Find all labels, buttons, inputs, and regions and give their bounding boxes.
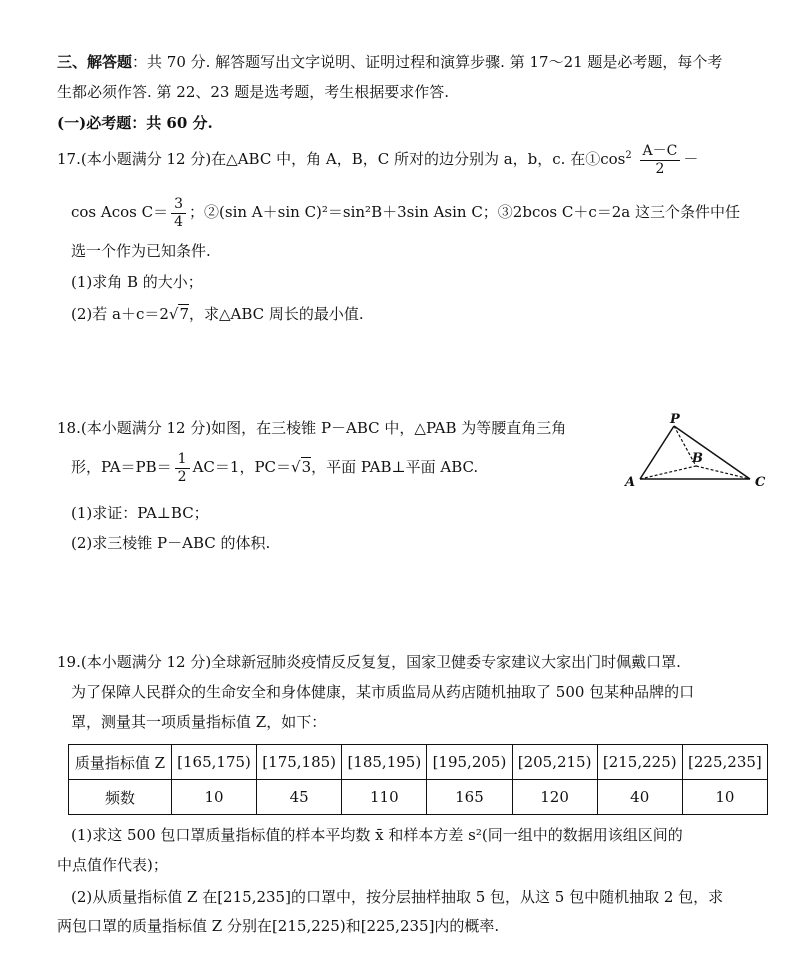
edge-PA xyxy=(640,426,674,479)
q18-line2-pre: 形，PA＝PB＝ xyxy=(71,458,172,476)
q19-part1-line2: 中点值作代表)； xyxy=(57,856,168,874)
q17-frac2-numerator: 3 xyxy=(171,196,186,214)
q19-part1-line1: (1)求这 500 包口罩质量指标值的样本平均数 x̄ 和样本方差 s²(同一组中的数据用该组区间的 xyxy=(71,826,683,844)
vertex-label-P: P xyxy=(670,412,680,427)
q17-part2-post: ，求△ABC 周长的最小值. xyxy=(189,305,364,323)
frequency-table xyxy=(68,744,768,815)
table-row-header xyxy=(69,745,768,780)
table-cell: [165,175) xyxy=(171,745,256,780)
required-heading: (一)必考题：共 60 分. xyxy=(57,114,213,132)
q17-part2-sqrt: 7 xyxy=(179,305,190,323)
table-cell: 120 xyxy=(512,780,597,815)
table-cell: [205,215) xyxy=(512,745,597,780)
q19-part2-line1: (2)从质量指标值 Z 在[215,235]的口罩中，按分层抽样抽取 5 包，从这 5 包中随机抽取 2 包，求 xyxy=(71,888,724,906)
q17-part2-pre: (2)若 a＋c＝2 xyxy=(71,305,169,323)
q18-line2: 形，PA＝PB＝ $\frac{1}{2}$ AC＝1，PC＝√3，平面 PAB⊥平面 ABC. xyxy=(71,450,479,485)
table-cell: [185,195) xyxy=(342,745,427,780)
q17-line2 xyxy=(71,192,740,232)
section-intro-rest: ：共 70 分. 解答题写出文字说明、证明过程和演算步骤. 第 17～21 题是必考题，每个考 xyxy=(132,53,723,71)
vertex-label-B: B xyxy=(692,451,703,466)
table-cell: [225,235] xyxy=(682,745,767,780)
q17-line2-pre: cos Acos C＝ xyxy=(71,203,169,221)
q18-fraction-half xyxy=(175,451,190,486)
q19-line3: 罩，测量其一项质量指标值 Z，如下： xyxy=(71,713,327,731)
section-heading: 三、解答题 xyxy=(57,53,133,71)
q17-frac2-denominator: 4 xyxy=(174,213,184,230)
table-cell: [175,185) xyxy=(257,745,342,780)
q19-line1: 19.(本小题满分 12 分)全球新冠肺炎疫情反反复复，国家卫健委专家建议大家出门时佩戴口罩. xyxy=(57,653,681,671)
table-cell: 10 xyxy=(682,780,767,815)
q17-line3: 选一个作为已知条件. xyxy=(71,242,211,260)
q17-fraction-three-quarters xyxy=(171,196,186,231)
q17-line1: 17.(本小题满分 12 分)在△ABC 中，角 A，B，C 所对的边分别为 a，b，c. 在$①\cos^2$ $\frac{A-C}{2}$ － xyxy=(57,142,699,177)
vertex-label-C: C xyxy=(755,475,766,490)
table-cell: 质量指标值 Z xyxy=(69,745,172,780)
q18-part1: (1)求证：PA⊥BC； xyxy=(71,504,209,522)
table-cell: [215,225) xyxy=(597,745,682,780)
section-intro-line1 xyxy=(57,52,722,72)
section-intro-line2: 生都必须作答. 第 22、23 题是选考题，考生根据要求作答. xyxy=(57,83,450,101)
q19-part2-line2: 两包口罩的质量指标值 Z 分别在[215,225)和[225,235]内的概率. xyxy=(57,917,500,935)
table-cell: 10 xyxy=(171,780,256,815)
q18-line2-post: ，平面 PAB⊥平面 ABC. xyxy=(311,458,479,476)
q17-frac1-numerator: A－C xyxy=(640,143,681,161)
edge-PC xyxy=(674,426,750,479)
q17-line2-post: ；②(sin A＋sin C)²＝sin²B＋3sin Asin C；③2bcos C＋c＝2a 这三个条件中任 xyxy=(189,203,740,221)
edge-AB-hidden xyxy=(640,466,696,479)
table-cell: 频数 xyxy=(69,780,172,815)
table-cell: [195,205) xyxy=(427,745,512,780)
table-cell: 110 xyxy=(342,780,427,815)
table-cell: 45 xyxy=(257,780,342,815)
q18-line1: 18.(本小题满分 12 分)如图，在三棱锥 P－ABC 中，△PAB 为等腰直角三角 xyxy=(57,419,567,437)
q18-frac-denominator: 2 xyxy=(177,468,187,485)
q17-fraction-half-angle xyxy=(640,143,681,178)
table-cell: 40 xyxy=(597,780,682,815)
vertex-label-A: A xyxy=(625,475,636,490)
q19-line2: 为了保障人民群众的生命安全和身体健康，某市质监局从药店随机抽取了 500 包某种品牌的口 xyxy=(71,683,695,701)
q18-line2-sqrt: 3 xyxy=(301,458,312,476)
q18-frac-numerator: 1 xyxy=(175,451,190,469)
q17-line1-text: 17.(本小题满分 12 分)在△ABC 中，角 A，B，C 所对的边分别为 a，b，c. 在①cos xyxy=(57,150,626,168)
q17-part1: (1)求角 B 的大小； xyxy=(71,273,203,291)
q18-line2-mid: AC＝1，PC＝ xyxy=(192,458,292,476)
q18-tetrahedron-figure xyxy=(622,412,772,494)
table-cell: 165 xyxy=(427,780,512,815)
q17-line1-tail: － xyxy=(683,150,699,168)
table-row-frequency xyxy=(69,780,768,815)
q17-part2: (2)若 a＋c＝2√7，求△ABC 周长的最小值. xyxy=(71,305,364,323)
q17-frac1-denominator: 2 xyxy=(655,160,665,177)
q18-part2: (2)求三棱锥 P－ABC 的体积. xyxy=(71,534,271,552)
